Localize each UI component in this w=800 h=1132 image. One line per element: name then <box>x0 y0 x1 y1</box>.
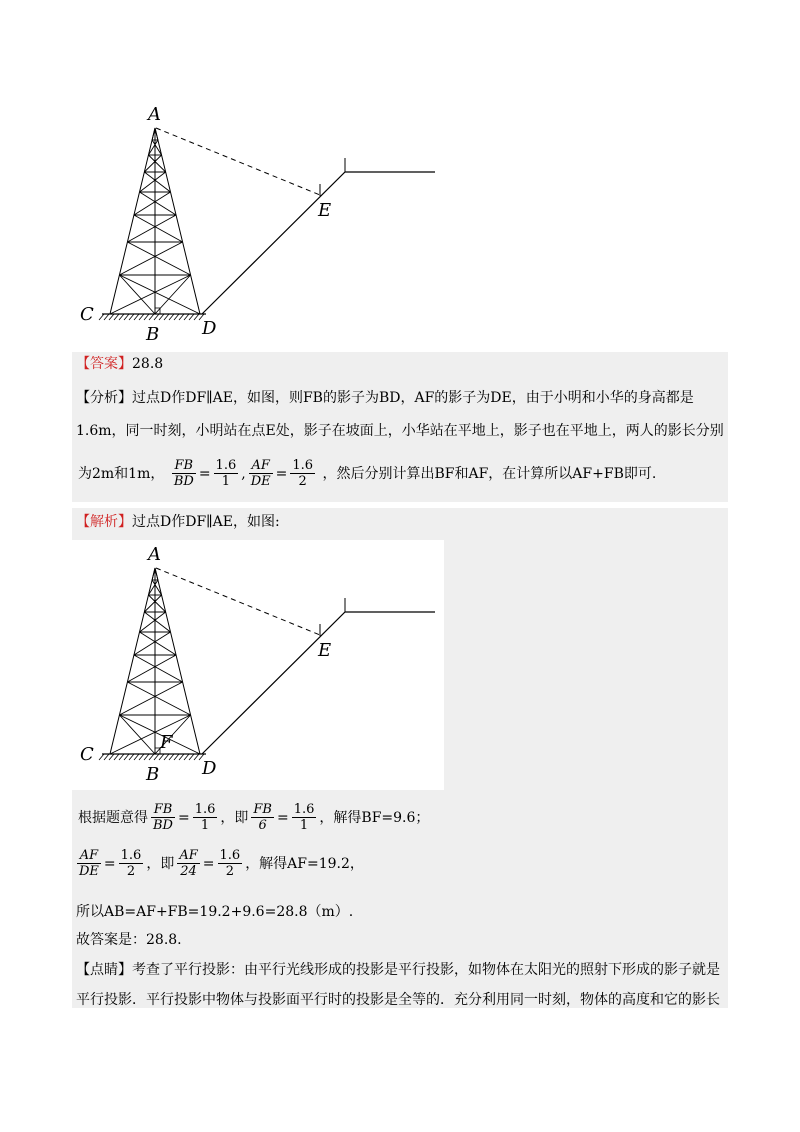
slope-line <box>202 172 435 314</box>
fraction-16-1: $\frac{1.6}{1}$ <box>194 802 216 833</box>
fraction-16-2: $\frac{1.6}{2}$ <box>219 848 241 879</box>
analysis-line-3: 为2m和1m， $\frac{FB}{BD}$ = $\frac{1.6}{1}$ , $\frac{AF}{DE}$ = $\frac{1.6}{2}$ ，然后分别计算出BF和AF，在计算所以AF+FB即可. <box>78 458 657 489</box>
fraction-fb-bd: $\frac{FB}{BD}$ <box>173 458 194 489</box>
label-f: F <box>160 732 173 753</box>
fraction-af-24: $\frac{AF}{24}$ <box>179 848 198 879</box>
analysis-line-1: 【分析】过点D作DF∥AE，如图，则FB的影子为BD，AF的影子为DE，由于小明和小华的身高都是 <box>76 390 694 406</box>
shadow-ray <box>156 128 320 195</box>
tower-drawing <box>110 128 200 314</box>
answer-tag: 【答案】 <box>76 356 132 372</box>
label-a: A <box>148 544 161 565</box>
label-c: C <box>80 304 94 325</box>
solution-step-4: 故答案是：28.8. <box>76 932 182 948</box>
solution-step-2: $\frac{AF}{DE}$ = $\frac{1.6}{2}$ ，即 $\frac{AF}{24}$ = $\frac{1.6}{2}$ ，解得AF=19.2， <box>79 848 364 879</box>
tower-figure-2 <box>72 540 444 790</box>
label-d: D <box>202 318 217 339</box>
fraction-16-1: $\frac{1.6}{1}$ <box>293 802 315 833</box>
comment-line-2: 平行投影．平行投影中物体与投影面平行时的投影是全等的．充分利用同一时刻，物体的高度和它的影长 <box>76 992 720 1008</box>
solution-tag: 【解析】 <box>76 514 132 530</box>
label-e: E <box>318 640 332 661</box>
solution-intro: 【解析】过点D作DF∥AE，如图: <box>76 514 280 530</box>
fraction-16-2: $\frac{1.6}{2}$ <box>120 848 142 879</box>
fraction-16-1: $\frac{1.6}{1}$ <box>215 458 237 489</box>
answer-line <box>76 354 163 374</box>
label-b: B <box>146 324 160 345</box>
label-e: E <box>318 200 332 221</box>
comment-line-1: 【点睛】考查了平行投影：由平行光线形成的投影是平行投影，如物体在太阳光的照射下形成的影子就是 <box>76 962 720 978</box>
solution-step-3: 所以AB=AF+FB=19.2+9.6=28.8（m）. <box>76 904 354 920</box>
label-a: A <box>148 104 161 125</box>
answer-value: 28.8 <box>132 356 164 372</box>
comment-tag: 【点睛】 <box>76 962 132 978</box>
fraction-af-de: $\frac{AF}{DE}$ <box>79 848 99 879</box>
analysis-line-2: 1.6m，同一时刻，小明站在点E处，影子在坡面上，小华站在平地上，影子也在平地上，两人的影长分别 <box>76 423 724 439</box>
label-b: B <box>146 764 160 785</box>
label-d: D <box>202 758 217 779</box>
analysis-tag: 【分析】 <box>76 390 132 406</box>
fraction-16-2: $\frac{1.6}{2}$ <box>292 458 314 489</box>
tower-figure-1 <box>72 100 452 350</box>
label-c: C <box>80 744 94 765</box>
fraction-af-de: $\frac{AF}{DE}$ <box>250 458 271 489</box>
fraction-fb-6: $\frac{FB}{6}$ <box>253 802 272 833</box>
solution-step-1: 根据题意得 $\frac{FB}{BD}$ = $\frac{1.6}{1}$ ，即 $\frac{FB}{6}$ = $\frac{1.6}{1}$ ，解得BF=9.6； <box>78 802 430 833</box>
ground-hatch <box>99 314 204 320</box>
fraction-fb-bd: $\frac{FB}{BD}$ <box>153 802 173 833</box>
